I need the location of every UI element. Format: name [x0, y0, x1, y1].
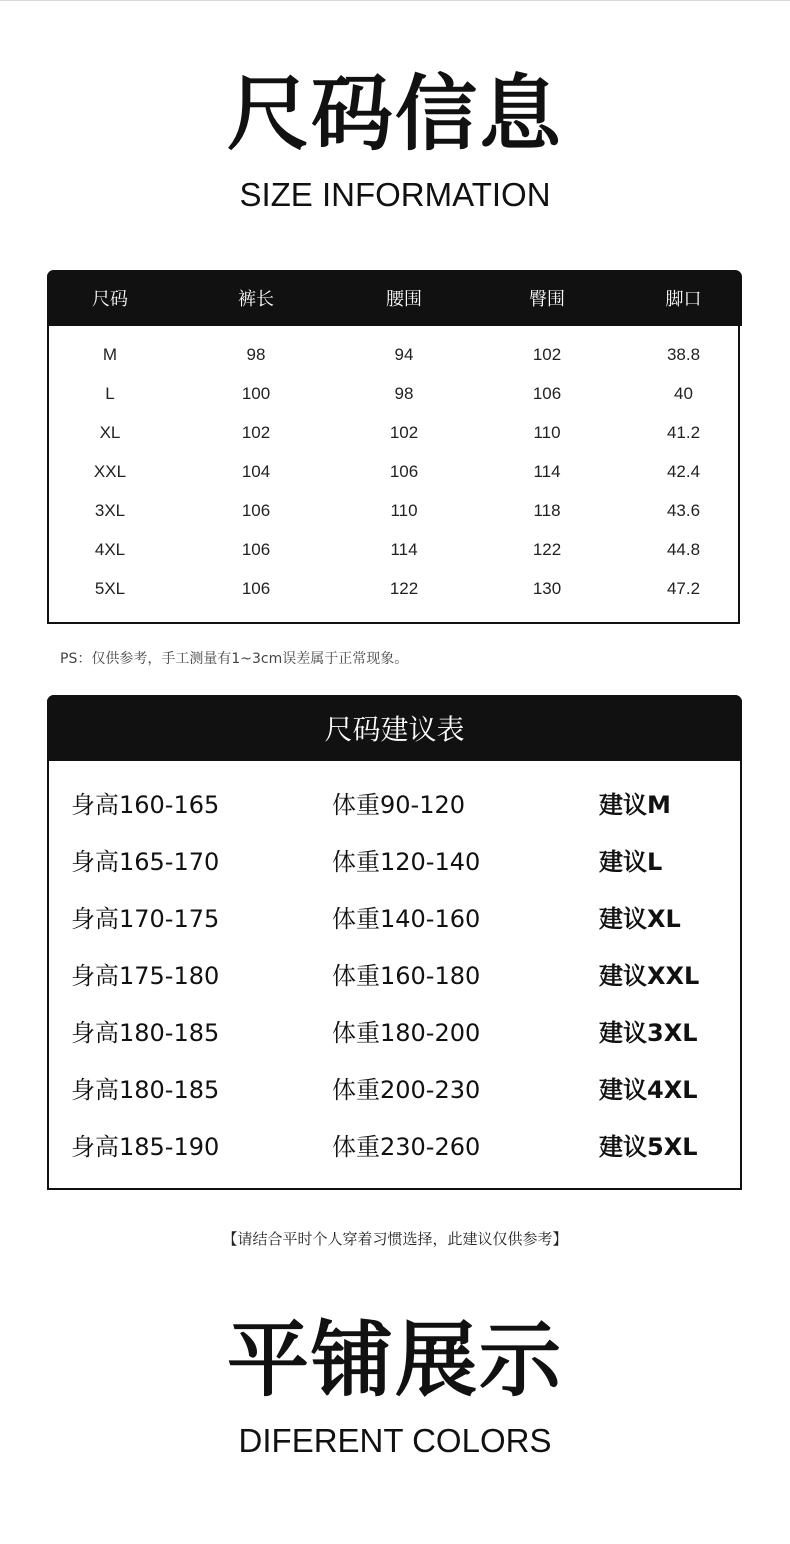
table-cell: 94: [394, 344, 414, 364]
top-divider: [0, 0, 790, 1]
list-item: [49, 948, 740, 1005]
table-cell: L: [105, 383, 115, 403]
table-cell: 41.2: [666, 422, 701, 442]
table-cell: 106: [241, 578, 271, 598]
measurement-note: PS：仅供参考，手工测量有1~3cm误差属于正常现象。: [60, 651, 409, 667]
table-cell: 98: [394, 383, 414, 403]
table-cell: 98: [246, 344, 266, 364]
size-recommendation-table: [47, 695, 742, 1190]
suggested-size: 建议XXL: [599, 962, 700, 990]
suggested-size: 建议3XL: [599, 1019, 698, 1047]
table-cell: 106: [241, 539, 271, 559]
suggested-size: 建议4XL: [599, 1076, 698, 1104]
header-cell: 裤长: [238, 289, 274, 310]
table-cell: 122: [389, 578, 419, 598]
table-cell: 104: [241, 461, 271, 481]
list-item: [49, 1005, 740, 1062]
table-row: [47, 335, 742, 374]
height-range: 身高165-170: [71, 848, 220, 876]
table-cell: 118: [533, 500, 561, 520]
header-cell: 脚口: [665, 289, 702, 310]
suggested-size: 建议L: [599, 848, 663, 876]
table-cell: 100: [241, 383, 271, 403]
height-range: 身高185-190: [71, 1133, 220, 1161]
weight-range: 体重120-140: [332, 848, 481, 876]
suggested-size: 建议XL: [599, 905, 681, 933]
table-cell: 40: [674, 383, 693, 403]
table-row: [47, 452, 742, 491]
table-cell: 130: [532, 578, 562, 598]
table-cell: 110: [533, 422, 561, 442]
list-item: [49, 1119, 740, 1176]
weight-range: 体重230-260: [332, 1133, 481, 1161]
header-cell: 尺码: [92, 289, 128, 310]
table-cell: 106: [532, 383, 562, 403]
list-item: [49, 777, 740, 834]
table-row: [47, 569, 742, 608]
height-range: 身高170-175: [71, 905, 220, 933]
size-info-subtitle: SIZE INFORMATION: [239, 176, 551, 213]
suggested-size: 建议5XL: [599, 1133, 698, 1161]
list-item: [49, 891, 740, 948]
table-cell: 106: [389, 461, 419, 481]
table-cell: 42.4: [666, 461, 701, 481]
table-cell: 114: [533, 461, 561, 481]
weight-range: 体重90-120: [332, 791, 466, 819]
table-cell: 122: [532, 539, 562, 559]
table-cell: 43.6: [666, 500, 701, 520]
table-row: [47, 413, 742, 452]
table-cell: 44.8: [666, 539, 701, 559]
table-cell: 102: [241, 422, 271, 442]
recommendation-title: 尺码建议表: [324, 713, 465, 746]
weight-range: 体重200-230: [332, 1076, 481, 1104]
size-table: [47, 270, 740, 624]
table-row: [47, 530, 742, 569]
list-item: [49, 834, 740, 891]
height-range: 身高180-185: [71, 1019, 220, 1047]
suggested-size: 建议M: [599, 791, 671, 819]
list-item: [49, 1062, 740, 1119]
table-cell: 38.8: [666, 344, 701, 364]
recommendation-footnote: 【请结合平时个人穿着习惯选择，此建议仅供参考】: [222, 1230, 568, 1248]
table-cell: 5XL: [94, 578, 126, 598]
table-cell: 102: [532, 344, 562, 364]
height-range: 身高180-185: [71, 1076, 220, 1104]
header-cell: 腰围: [386, 289, 422, 310]
recommendation-header: [47, 695, 742, 761]
header-cell: 臀围: [529, 289, 565, 310]
table-cell: 4XL: [94, 539, 126, 559]
display-subtitle: DIFERENT COLORS: [238, 1422, 552, 1459]
size-info-title: 尺码信息: [226, 67, 563, 162]
table-row: [47, 491, 742, 530]
table-cell: XXL: [93, 461, 127, 481]
size-table-header: [47, 270, 742, 326]
weight-range: 体重180-200: [332, 1019, 481, 1047]
table-cell: 110: [390, 500, 418, 520]
table-cell: M: [102, 344, 118, 364]
display-title: 平铺展示: [226, 1313, 563, 1408]
weight-range: 体重160-180: [332, 962, 481, 990]
table-row: [47, 374, 742, 413]
table-cell: 47.2: [666, 578, 701, 598]
table-cell: 114: [390, 539, 418, 559]
table-cell: 106: [241, 500, 271, 520]
table-cell: XL: [99, 422, 121, 442]
table-cell: 102: [389, 422, 419, 442]
weight-range: 体重140-160: [332, 905, 481, 933]
table-cell: 3XL: [94, 500, 126, 520]
height-range: 身高160-165: [71, 791, 220, 819]
height-range: 身高175-180: [71, 962, 220, 990]
